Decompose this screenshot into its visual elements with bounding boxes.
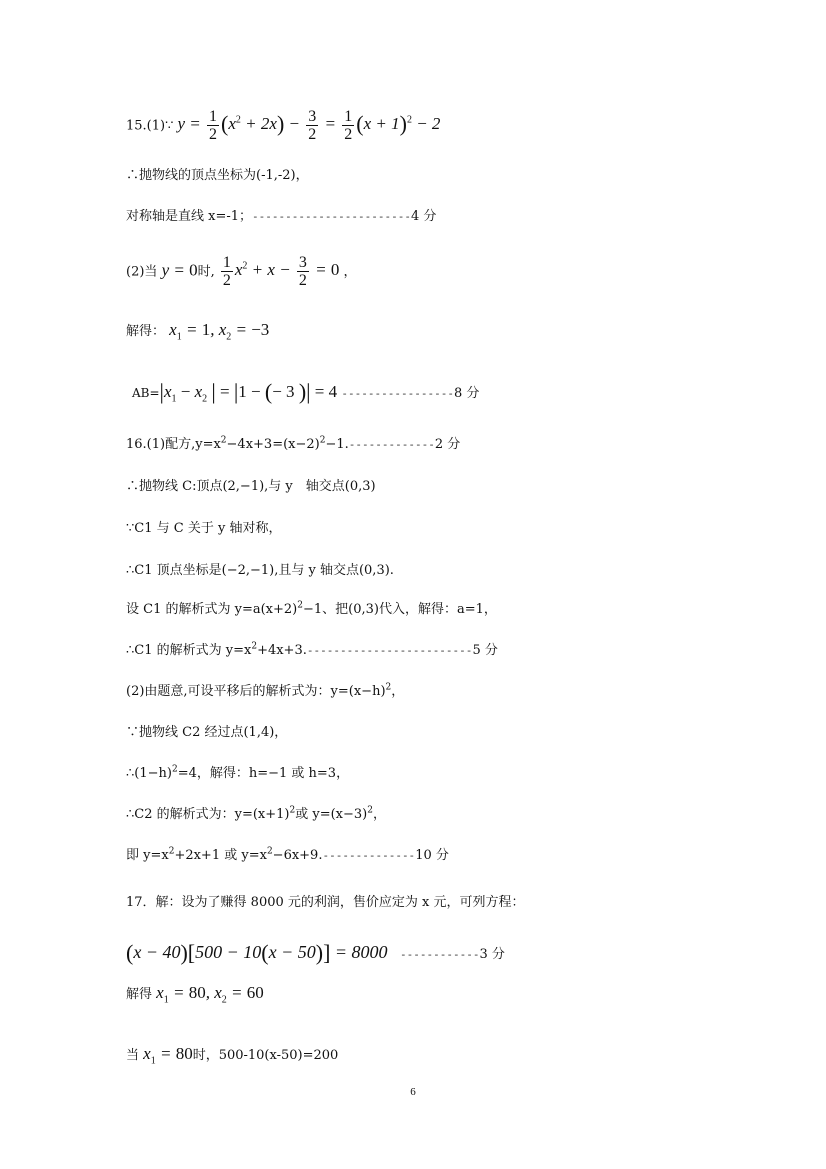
q17-when-mid: 时，500-10(x-50)=200 bbox=[192, 1048, 339, 1063]
text-run: +4x+3. bbox=[257, 643, 307, 658]
q15-part1-line bbox=[126, 108, 440, 143]
q16-line-2: ∴抛物线 C:顶点(2,−1),与 y 轴交点(0,3) bbox=[126, 479, 376, 494]
q16-line-6: ∴C1 的解析式为 $y=x^2+4x+3.-------------------------5$ 分 bbox=[126, 641, 498, 658]
q16-line-11: 即 $y=x^2+2x+1$ 或 $y=x^2-6x+9.--------------10$ 分 bbox=[126, 846, 449, 863]
score-label: 5 分 bbox=[472, 643, 498, 658]
text-run: ∴C1 的解析式为 y=x bbox=[126, 643, 252, 658]
q15-solution-line bbox=[126, 318, 269, 344]
score-dashes: ----------------- bbox=[341, 387, 454, 400]
text-run: 设 C1 的解析式为 y=a(x+2) bbox=[126, 602, 298, 617]
text-run: −4x+3=(x−2) bbox=[226, 437, 320, 452]
score-label: 8 分 bbox=[453, 386, 480, 401]
q15-part2-line: (2)当 y = 0时, $\frac{1}{2}$ $x^2 + x$ − $\frac{3}{2}$ = 0 ， bbox=[126, 254, 357, 289]
score-dashes: ------------- bbox=[348, 438, 435, 451]
q15-axis-line bbox=[126, 207, 436, 227]
q15-part1-prefix: 15.(1)∵ bbox=[126, 118, 174, 134]
score-dashes: ------------------------ bbox=[252, 210, 411, 223]
q15-condition: y = 0 bbox=[161, 260, 198, 280]
text-run: ， bbox=[372, 807, 386, 822]
q16-line-9: $\therefore(1-h)^2=4$，解得：h=−1 或 h=3， bbox=[126, 764, 350, 781]
q15-part2-equation: $\frac{1}{2}$ $x^2 + x$ − $\frac{3}{2}$ = 0 bbox=[222, 254, 340, 289]
q16-line-3: ∵C1 与 C 关于 y 轴对称， bbox=[126, 521, 282, 536]
q16-line-7: (2)由题意,可设平移后的解析式为：$y=(x-h)^2$， bbox=[126, 682, 405, 699]
q16-line-5: 设 C1 的解析式为 $y=a(x+2)^2-1$、把(0,3)代入，解得：a=1， bbox=[126, 600, 497, 617]
score-dashes: ------------------------- bbox=[306, 644, 473, 657]
score-label: 10 分 bbox=[415, 848, 449, 863]
q17-roots: $x_1 = 80$, $x_2 = 60$ bbox=[156, 983, 264, 1006]
text-run: −6x+9. bbox=[272, 848, 323, 863]
text-run: +2x+1 或 y=x bbox=[174, 848, 267, 863]
q15-vertex-line: ∴抛物线的顶点坐标为(-1,-2)， bbox=[126, 168, 309, 183]
text-run: 16.(1)配方,y=x bbox=[126, 437, 221, 452]
q17-equation: (x − 40)[500 − 10(x − 50)] = 8000 bbox=[126, 940, 388, 965]
q17-when-condition: $x_1 = 80$ bbox=[143, 1044, 193, 1067]
score-label: 3 分 bbox=[479, 947, 505, 962]
q15-axis-text: 对称轴是直线 x=-1； bbox=[126, 209, 253, 224]
text-run: (2)由题意,可设平移后的解析式为：y=(x−h) bbox=[126, 684, 386, 699]
q16-line-4: ∴C1 顶点坐标是(−2,−1),且与 y 轴交点(0,3). bbox=[126, 563, 394, 578]
q16-line-8: ∵抛物线 C2 经过点(1,4)， bbox=[126, 725, 288, 740]
q16-line-1: 16.(1)配方$,y=x^2-4x+3=(x-2)^2-1.-------------2$ 分 bbox=[126, 435, 461, 452]
q15-part2-mid: 时, bbox=[197, 264, 215, 280]
score-label: 2 分 bbox=[434, 437, 461, 452]
text-run: 或 y=(x−3) bbox=[295, 807, 368, 822]
score-label: 4 分 bbox=[410, 209, 437, 224]
q17-equation-line bbox=[126, 939, 505, 968]
q16-line-10: ∴C2 的解析式为：$y=(x+1)^2$或 $y=(x-3)^2$， bbox=[126, 805, 386, 822]
q17-solve-label: 解得 bbox=[126, 987, 153, 1002]
q15-part2-prefix: (2)当 bbox=[126, 264, 158, 280]
text-run: ， bbox=[391, 684, 405, 699]
q17-when-line bbox=[126, 1042, 338, 1068]
text-run: −1. bbox=[325, 437, 349, 452]
text-run: ∴(1−h) bbox=[126, 766, 172, 781]
q15-solve-label: 解得： bbox=[126, 324, 166, 339]
q17-solution-line bbox=[126, 981, 264, 1007]
q15-roots: $x_1 = 1$, $x_2 = -3$ bbox=[169, 320, 270, 343]
text-run: =4，解得：h=−1 或 h=3， bbox=[177, 766, 350, 781]
text-run: −1、把(0,3)代入，解得：a=1， bbox=[302, 602, 497, 617]
q15-ab-line bbox=[132, 380, 479, 406]
score-dashes: ------------ bbox=[399, 948, 480, 961]
q17-intro: 17．解：设为了赚得 8000 元的利润，售价应定为 x 元，可列方程： bbox=[126, 895, 525, 910]
q17-when-prefix: 当 bbox=[126, 1048, 140, 1063]
q15-ab-expression: $|x_1 - x_2$ | = |1 − (− 3 )| = 4 bbox=[159, 379, 342, 405]
score-dashes: -------------- bbox=[322, 849, 416, 862]
q15-ab-label: AB= bbox=[132, 386, 160, 400]
q15-equation: y = $\frac{1}{2}$ $(x^2 + 2x)$ − $\frac{3}{2}$ = $\frac{1}{2}$ $(x + 1)^2 - 2$ bbox=[177, 108, 441, 143]
text-run: 即 y=x bbox=[126, 848, 169, 863]
text-run: ∴C2 的解析式为：y=(x+1) bbox=[126, 807, 290, 822]
page-number: 6 bbox=[410, 1086, 416, 1098]
